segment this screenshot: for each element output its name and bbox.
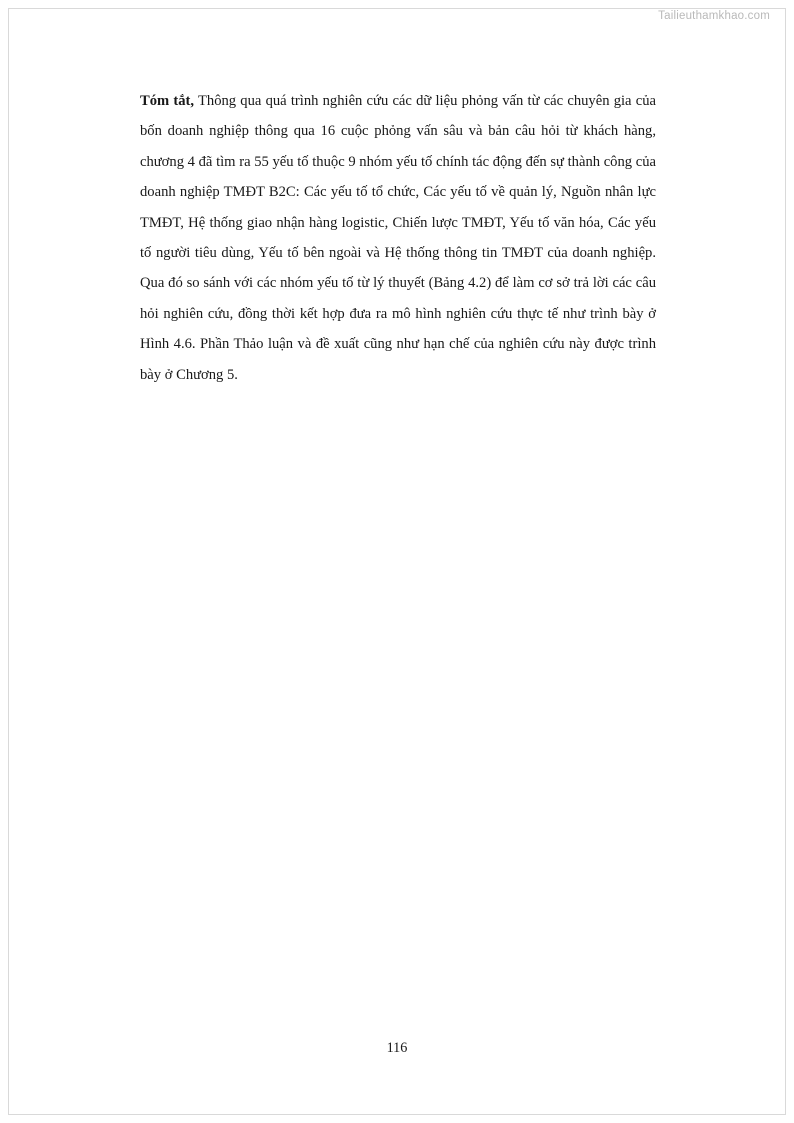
page-number: 116 bbox=[386, 1040, 408, 1056]
watermark-text: Tailieuthamkhao.com bbox=[658, 10, 770, 22]
abstract-paragraph bbox=[140, 86, 656, 390]
abstract-lead-label: Tóm tắt, bbox=[140, 93, 195, 109]
abstract-body-text: Thông qua quá trình nghiên cứu các dữ liệu phỏng vấn từ các chuyên gia của bốn doanh nghiệp thông qua 16 cuộc phỏng vấn sâu và bản câu hỏi từ khách hàng, chương 4 đã tìm ra 55 yếu tố thuộc 9 nhóm yếu tố chính tác động đến sự thành công của doanh nghiệp TMĐT B2C: Các yếu tố tổ chức, Các yếu tố về quản lý, Nguồn nhân lực TMĐT, Hệ thống giao nhận hàng logistic, Chiến lược TMĐT, Yếu tố văn hóa, Các yếu tố người tiêu dùng, Yếu tố bên ngoài và Hệ thống thông tin TMĐT của doanh nghiệp. Qua đó so sánh với các nhóm yếu tố từ lý thuyết (Bảng 4.2) để làm cơ sở trả lời các câu hỏi nghiên cứu, đồng thời kết hợp đưa ra mô hình nghiên cứu thực tế như trình bày ở Hình 4.6. Phần Thảo luận và đề xuất cũng như hạn chế của nghiên cứu này được trình bày ở Chương 5. bbox=[140, 93, 656, 383]
page-content bbox=[140, 86, 656, 390]
